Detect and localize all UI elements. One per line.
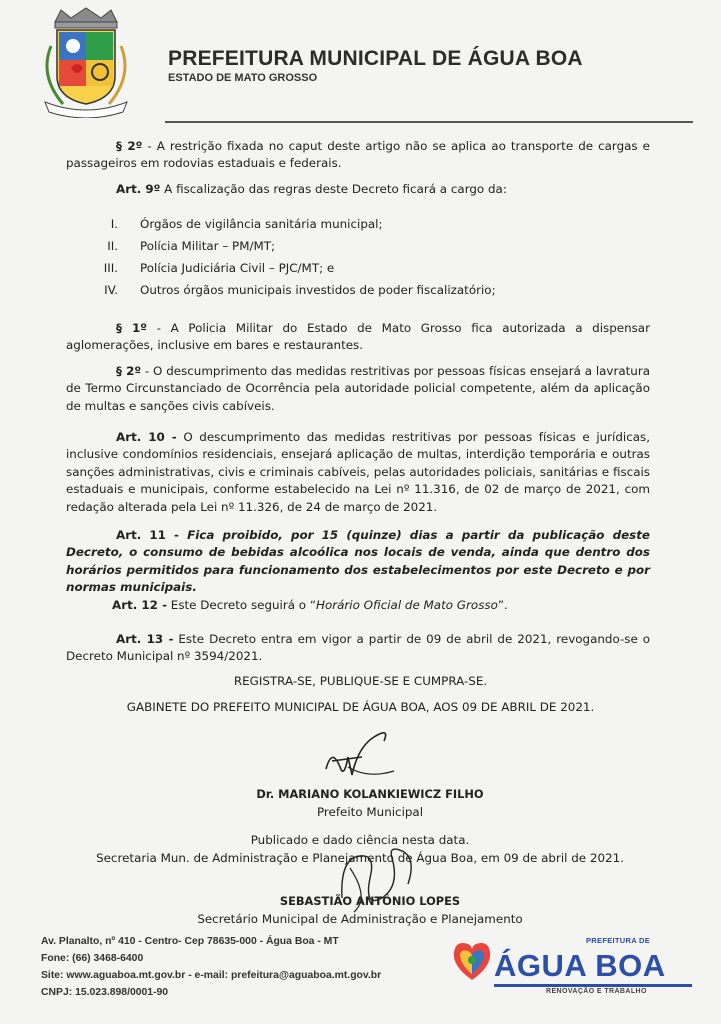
list-text: Órgãos de vigilância sanitária municipal; — [140, 217, 383, 231]
secretary-name: SEBASTIÃO ANTÔNIO LOPES — [279, 894, 461, 908]
article-9 — [66, 181, 650, 198]
list-item — [66, 216, 650, 233]
published-note: Publicado e dado ciência nesta data. — [250, 833, 470, 847]
logo-underline — [494, 984, 692, 987]
registra-line: REGISTRA-SE, PUBLIQUE-SE E CUMPRA-SE. — [233, 674, 488, 688]
article-label: Art. 13 - — [116, 632, 174, 646]
paragraph-label: § 2º — [116, 364, 142, 378]
article-label: Art. 10 - — [116, 430, 177, 444]
gabinete-line: GABINETE DO PREFEITO MUNICIPAL DE ÁGUA BOA, AOS 09 DE ABRIL DE 2021. — [126, 700, 595, 714]
article-10 — [66, 429, 650, 516]
list-number: II. — [107, 239, 118, 253]
paragraph-text: - O descumprimento das medidas restritivas por pessoas físicas ensejará a lavratura de Termo Circunstanciado de Ocorrência pela autoridade policial competente, além da aplicação de multas e sanções civis cabíveis. — [66, 364, 650, 413]
heart-logo-icon — [450, 938, 494, 984]
footer-cnpj: CNPJ: 15.023.898/0001-90 — [41, 987, 169, 998]
article-italic-text: Horário Oficial de Mato Grosso — [316, 598, 498, 612]
article-11 — [66, 527, 650, 597]
paragraph-label: § 1º — [116, 321, 147, 335]
municipal-crest-icon — [33, 6, 139, 118]
list-text: Polícia Judiciária Civil – PJC/MT; e — [140, 261, 335, 275]
footer-phone: Fone: (66) 3468-6400 — [41, 953, 144, 964]
article-label: Art. 12 - — [112, 598, 168, 612]
list-number: III. — [103, 261, 118, 275]
list-number: I. — [110, 217, 118, 231]
article-label: Art. 9º — [116, 182, 161, 196]
page-title: PREFEITURA MUNICIPAL DE ÁGUA BOA — [168, 47, 583, 70]
mayor-role: Prefeito Municipal — [316, 805, 424, 819]
mayor-signature-icon — [318, 727, 398, 787]
list-text: Polícia Militar – PM/MT; — [140, 239, 276, 253]
footer-address: Av. Planalto, nº 410 - Centro- Cep 78635-000 - Água Boa - MT — [41, 936, 339, 947]
article-text: O descumprimento das medidas restritivas por pessoas físicas e jurídicas, inclusive condomínios residenciais, ensejará aplicação de multas, interdição temporária e outras sanções administrativas, civis e criminais cabíveis, pelas autoridades policiais, sanitárias e fiscais estaduais e municipais, conforme estabelecido na Lei nº 11.316, de 02 de março de 2021, com redação alterada pela Lei nº 11.326, de 24 de março de 2021. — [66, 430, 651, 514]
article-text: A fiscalização das regras deste Decreto ficará a cargo da: — [160, 182, 507, 196]
paragraph-2-penalties — [66, 363, 650, 415]
logo-prefeitura-text: PREFEITURA DE — [586, 936, 651, 945]
paragraph-text: - A Policia Militar do Estado de Mato Grosso fica autorizada a dispensar aglomerações, inclusive em bares e restaurantes. — [66, 321, 650, 353]
logo-tagline: RENOVAÇÃO E TRABALHO — [546, 988, 647, 995]
secretary-role: Secretário Municipal de Administração e Planejamento — [197, 912, 523, 926]
paragraph-text: - A restrição fixada no caput deste artigo não se aplica ao transporte de cargas e passageiros em rodovias estaduais e federais. — [66, 139, 650, 171]
article-text: Este Decreto seguirá o “ — [167, 598, 317, 612]
paragraph-label: § 2º — [116, 139, 143, 153]
list-text: Outros órgãos municipais investidos de poder fiscalizatório; — [140, 283, 496, 297]
footer-site: Site: www.aguaboa.mt.gov.br - e-mail: prefeitura@aguaboa.mt.gov.br — [41, 970, 382, 981]
logo-city-name: ÁGUA BOA — [494, 948, 666, 983]
paragraph-2-restriction — [66, 138, 650, 173]
list-item — [66, 260, 650, 277]
list-item — [66, 282, 650, 299]
header-divider — [165, 121, 693, 123]
article-13 — [66, 631, 650, 666]
page-subtitle: ESTADO DE MATO GROSSO — [168, 72, 318, 84]
article-text: Este Decreto entra em vigor a partir de 09 de abril de 2021, revogando-se o Decreto Municipal nº 3594/2021. — [66, 632, 651, 664]
secretaria-note: Secretaria Mun. de Administração e Planejamento de Água Boa, em 09 de abril de 2021. — [96, 851, 624, 865]
article-text: Fica proibido, por 15 (quinze) dias a partir da publicação deste Decreto, o consumo de bebidas alcoólica nos locais de venda, ainda que dentro dos horários permitidos para funcionamento dos estabelecimentos por este Decreto e por normas municipais. — [66, 528, 650, 595]
article-label: Art. 11 - — [116, 528, 179, 542]
article-text-end: ”. — [497, 598, 508, 612]
article-12 — [66, 597, 650, 614]
list-number: IV. — [104, 283, 118, 297]
paragraph-1-police — [66, 320, 650, 355]
list-item — [66, 238, 650, 255]
mayor-name: Dr. MARIANO KOLANKIEWICZ FILHO — [256, 787, 484, 801]
